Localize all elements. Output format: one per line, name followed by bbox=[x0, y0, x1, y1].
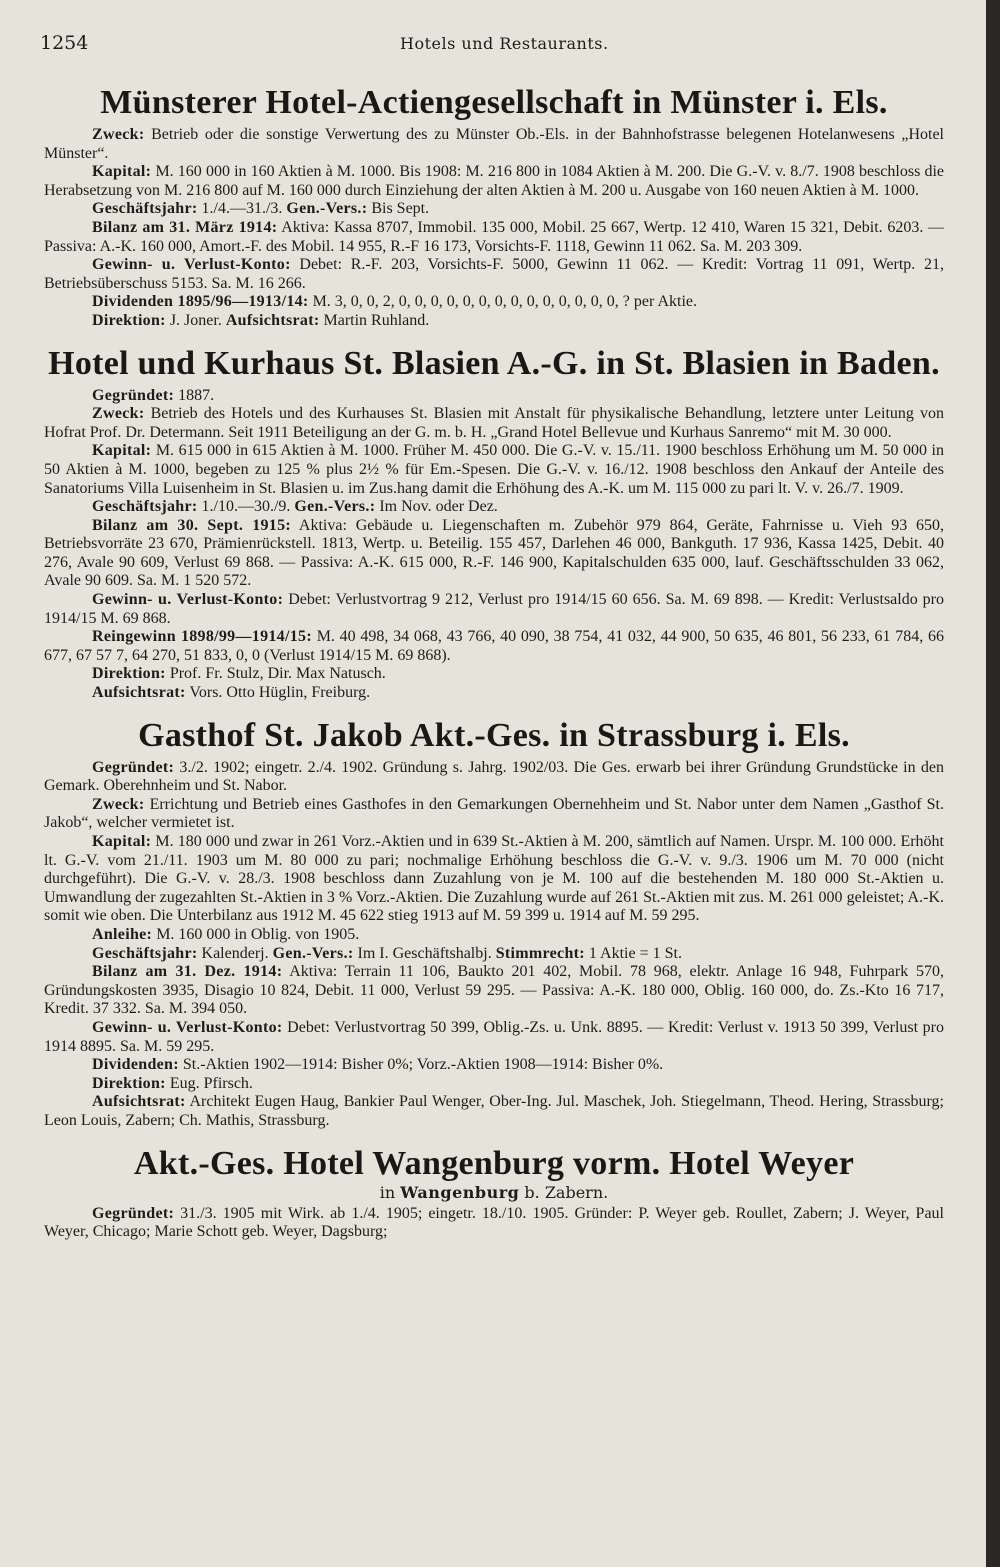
company-entry-wangenburg bbox=[44, 1141, 944, 1242]
entry-gegruendet bbox=[44, 759, 944, 796]
entry-anleihe bbox=[44, 926, 944, 945]
field-label: Direktion: bbox=[92, 665, 166, 683]
company-entry-st-blasien bbox=[44, 341, 944, 703]
field-label: Geschäftsjahr: bbox=[92, 498, 198, 516]
field-text: Eug. Pfirsch. bbox=[165, 1074, 253, 1092]
field-text: Kalenderj. bbox=[197, 944, 273, 962]
subtitle-place: Wangenburg bbox=[400, 1182, 520, 1202]
field-label: Kapital: bbox=[92, 833, 152, 850]
field-text: 31./3. 1905 mit Wirk. ab 1./4. 1905; eingetr. 18./10. 1905. Gründer: P. Weyer geb. Roullet, Zabern; J. Weyer, Paul Weyer, Chicago; Marie Schott geb. Weyer, Dagsburg; bbox=[44, 1204, 944, 1241]
field-label: Zweck: bbox=[92, 126, 145, 143]
entry-kapital bbox=[44, 163, 944, 200]
field-label: Bilanz am 31. März 1914: bbox=[92, 218, 278, 236]
field-text: Im Nov. oder Dez. bbox=[375, 498, 498, 516]
field-text: St.-Aktien 1902—1914: Bisher 0%; Vorz.-Aktien 1908—1914: Bisher 0%. bbox=[178, 1056, 664, 1074]
field-text: Debet: Verlustvortrag 50 399, Oblig.-Zs. u. Unk. 8895. — Kredit: Verlust v. 1913 50 399, Verlust pro 1914 8895. Sa. M. 59 295. bbox=[44, 1018, 945, 1055]
field-label: Anleihe: bbox=[92, 925, 153, 943]
subtitle-prefix: in bbox=[379, 1182, 401, 1202]
field-text: 3./2. 1902; eingetr. 2./4. 1902. Gründung s. Jahrg. 1902/03. Die Ges. erwarb bei ihrer Gründung Grundstücke in den Gemark. Oberehnheim und St. Nabor. bbox=[44, 758, 944, 795]
field-text: M. 40 498, 34 068, 43 766, 40 090, 38 754, 41 032, 44 900, 50 635, 46 801, 56 233, 61 784, 66 677, 67 57 7, 64 270, 51 833, 0, 0 (Verlust 1914/15 M. 69 868). bbox=[44, 628, 945, 664]
field-label: Bilanz am 31. Dez. 1914: bbox=[92, 963, 283, 981]
field-label: Gen.-Vers.: bbox=[294, 498, 376, 516]
field-label: Direktion: bbox=[92, 1074, 166, 1092]
field-label: Gegründet: bbox=[92, 1204, 175, 1222]
entry-zweck bbox=[44, 405, 944, 442]
field-text: M. 160 000 in Oblig. von 1905. bbox=[152, 925, 360, 943]
field-label: Geschäftsjahr: bbox=[92, 944, 198, 962]
entry-gewinn-verlust bbox=[44, 256, 944, 293]
company-entry-muenster bbox=[44, 80, 944, 331]
field-label: Gen.-Vers.: bbox=[286, 200, 368, 218]
field-text: Betrieb oder die sonstige Verwertung des zu Münster Ob.-Els. in der Bahnhofstrasse belegenen Hotelanwesens „Hotel Münster“. bbox=[44, 126, 944, 162]
field-label: Direktion: bbox=[92, 311, 166, 329]
field-text: Aktiva: Terrain 11 106, Baukto 201 402, Mobil. 78 968, elektr. Anlage 16 948, Fuhrpark 570, Gründungskosten 3935, Disagio 10 824, Debit. 11 000, Verlust 59 295. — Passiva: A.-K. 180 000, Oblig. 160 000, do. Zs.-Kto 16 717, Kredit. 37 332. Sa. M. 394 050. bbox=[44, 963, 944, 1018]
field-text: Martin Ruhland. bbox=[319, 311, 430, 329]
entry-zweck bbox=[44, 126, 944, 163]
entry-reingewinn bbox=[44, 628, 944, 665]
field-label: Aufsichtsrat: bbox=[92, 684, 186, 702]
entry-aufsichtsrat bbox=[44, 684, 944, 703]
field-label: Kapital: bbox=[92, 163, 152, 181]
entry-gegruendet bbox=[44, 387, 944, 406]
field-text: 1887. bbox=[174, 386, 215, 404]
field-label: Aufsichtsrat: bbox=[92, 1093, 186, 1111]
entry-dividenden bbox=[44, 293, 944, 312]
field-text: Debet: R.-F. 203, Vorsichts-F. 5000, Gewinn 11 062. — Kredit: Vortrag 11 091, Wertp. 21, Betriebsüberschuss 5153. Sa. M. 16 266. bbox=[44, 256, 944, 292]
field-text: Aktiva: Kassa 8707, Immobil. 135 000, Mobil. 25 667, Wertp. 12 410, Waren 15 321, Debit. 6203. — Passiva: A.-K. 160 000, Amort.-F. des Mobil. 14 955, R.-F 16 173, Vorsichts-F. 1118, Gewinn 11 062. Sa. M. 203 309. bbox=[44, 218, 944, 255]
field-label: Zweck: bbox=[92, 405, 145, 423]
field-text: Vors. Otto Hüglin, Freiburg. bbox=[185, 684, 371, 702]
field-text: M. 3, 0, 0, 2, 0, 0, 0, 0, 0, 0, 0, 0, 0, 0, 0, 0, 0, 0, ? per Aktie. bbox=[308, 293, 697, 311]
entry-zweck bbox=[44, 796, 944, 833]
field-text: Bis Sept. bbox=[367, 200, 430, 218]
subtitle-suffix: b. Zabern. bbox=[519, 1182, 609, 1202]
page-number: 1254 bbox=[40, 32, 89, 54]
field-text: M. 615 000 in 615 Aktien à M. 1000. Früher M. 450 000. Die G.-V. v. 15./11. 1900 beschloss Erhöhung um M. 50 000 in 50 Aktien à M. 1000, begeben zu 125 % plus 2½ % für Em.-Spesen. Die G.-V. v. 16./12. 1908 beschloss den Ankauf der Anteile des Sanatoriums Villa Luisenheim in St. Blasien u. im Zus.hang damit die Erhöhung des A.-K. um M. 115 000 zu pari lt. V. v. 26./7. 1909. bbox=[44, 442, 944, 497]
field-text: Betrieb des Hotels und des Kurhauses St. Blasien mit Anstalt für physikalische Behandlung, letztere unter Leitung von Hofrat Prof. Dr. Determann. Seit 1911 Beteiligung an der G. m. b. H. „Grand Hotel Bellevue und Kurhaus Sanremo“ mit M. 30 000. bbox=[44, 405, 944, 441]
entry-bilanz bbox=[44, 963, 944, 1019]
field-label: Gewinn- u. Verlust-Konto: bbox=[92, 591, 284, 609]
entry-geschaeftsjahr bbox=[44, 498, 944, 517]
field-text: Architekt Eugen Haug, Bankier Paul Wenger, Ober-Ing. Jul. Maschek, Joh. Stiegelmann, Theod. Hering, Strassburg; Leon Louis, Zabern; Ch. Mathis, Strassburg. bbox=[44, 1093, 944, 1129]
entry-kapital bbox=[44, 833, 944, 926]
company-title: Akt.-Ges. Hotel Wangenburg vorm. Hotel Weyer bbox=[133, 1144, 855, 1182]
field-label: Zweck: bbox=[92, 795, 145, 813]
field-label: Gegründet: bbox=[92, 386, 175, 404]
field-text: Im I. Geschäftshalbj. bbox=[353, 944, 496, 962]
field-text: 1./4.—31./3. bbox=[197, 200, 287, 218]
field-text: 1 Aktie = 1 St. bbox=[584, 944, 682, 962]
field-text: Prof. Fr. Stulz, Dir. Max Natusch. bbox=[165, 665, 386, 683]
field-label: Geschäftsjahr: bbox=[92, 200, 198, 218]
entry-dividenden bbox=[44, 1056, 944, 1075]
company-title: Gasthof St. Jakob Akt.-Ges. in Strassburg i. Els. bbox=[138, 716, 850, 754]
field-label: Bilanz am 30. Sept. 1915: bbox=[92, 516, 292, 534]
field-text: Errichtung und Betrieb eines Gasthofes in den Gemarkungen Obernehheim und St. Nabor unter dem Namen „Gasthof St. Jakob“, welcher vermietet ist. bbox=[44, 795, 944, 832]
entry-direktion bbox=[44, 665, 944, 684]
entry-bilanz bbox=[44, 517, 944, 591]
page-content bbox=[44, 80, 944, 1242]
entry-geschaeftsjahr bbox=[44, 945, 944, 964]
field-text: 1./10.—30./9. bbox=[197, 498, 295, 516]
running-title: Hotels und Restaurants. bbox=[400, 34, 609, 53]
field-label: Gegründet: bbox=[92, 758, 175, 776]
field-label: Gen.-Vers.: bbox=[272, 944, 354, 962]
entry-direktion bbox=[44, 1075, 944, 1094]
entry-gewinn-verlust bbox=[44, 591, 944, 628]
entry-kapital bbox=[44, 442, 944, 498]
entry-direktion bbox=[44, 312, 944, 331]
field-text: J. Joner. bbox=[165, 311, 226, 329]
entry-aufsichtsrat bbox=[44, 1093, 944, 1130]
field-text: M. 180 000 und zwar in 261 Vorz.-Aktien und in 639 St.-Aktien à M. 200, sämtlich auf Namen. Urspr. M. 100 000. Erhöht lt. G.-V. vom 21./11. 1903 um M. 80 000 zu pari; nochmalige Erhöhung beschloss die G.-V. v. 9./3. 1906 um M. 70 000 (nicht durchgeführt). Die G.-V. v. 28./3. 1908 beschloss dann Zuzahlung von je M. 100 auf die bestehenden M. 180 000 St.-Aktien u. Umwandlung der zugezahlten St.-Aktien in 3 % Vorz.-Aktien. Die Zuzahlung wurde auf 261 St.-Aktien mit zus. M. 261 000 geleistet; A.-K. somit wie oben. Die Unterbilanz aus 1912 M. 45 622 stieg 1913 auf M. 59 399 u. 1914 auf M. 59 295. bbox=[44, 833, 944, 925]
scan-page-edge bbox=[986, 0, 1000, 1567]
field-text: Aktiva: Gebäude u. Liegenschaften m. Zubehör 979 864, Geräte, Fahrnisse u. Vieh 93 650, Betriebsvorräte 23 670, Prämienrückstell. 1813, Wertp. u. Beteilig. 155 457, Darlehen 46 000, Bankguth. 17 936, Kassa 1425, Debit. 40 276, Avale 90 609, Verlust 69 868. — Passiva: A.-K. 615 000, R.-F. 146 900, Kapitalschulden 635 000, lauf. Geschäftsschulden 33 062, Avale 90 609. Sa. M. 1 520 572. bbox=[44, 516, 945, 590]
page-header bbox=[32, 32, 962, 62]
field-label: Dividenden 1895/96—1913/14: bbox=[92, 293, 309, 311]
field-label: Dividenden: bbox=[92, 1056, 179, 1074]
field-label: Aufsichtsrat: bbox=[225, 311, 320, 329]
field-text: Debet: Verlustvortrag 9 212, Verlust pro 1914/15 60 656. Sa. M. 69 898. — Kredit: Verlustsaldo pro 1914/15 M. 69 868. bbox=[44, 591, 945, 627]
entry-gewinn-verlust bbox=[44, 1019, 944, 1056]
field-label: Stimmrecht: bbox=[495, 944, 585, 962]
entry-geschaeftsjahr bbox=[44, 200, 944, 219]
company-entry-st-jakob bbox=[44, 713, 944, 1131]
field-label: Gewinn- u. Verlust-Konto: bbox=[92, 256, 291, 274]
entry-gegruendet bbox=[44, 1205, 944, 1242]
field-text: M. 160 000 in 160 Aktien à M. 1000. Bis 1908: M. 216 800 in 1084 Aktien à M. 200. Die G.-V. v. 8./7. 1908 beschloss die Herabsetzung von M. 216 800 auf M. 160 000 durch Einziehung der alten Aktien à M. 200 u. Ausgabe von 160 neuen Aktien à M. 1000. bbox=[44, 163, 944, 199]
entry-bilanz bbox=[44, 219, 944, 256]
field-label: Gewinn- u. Verlust-Konto: bbox=[92, 1018, 283, 1036]
company-title: Hotel und Kurhaus St. Blasien A.-G. in St. Blasien in Baden. bbox=[48, 344, 940, 382]
field-label: Kapital: bbox=[92, 442, 152, 460]
field-label: Reingewinn 1898/99—1914/15: bbox=[92, 628, 312, 646]
company-title: Münsterer Hotel-Actiengesellschaft in Münster i. Els. bbox=[100, 84, 888, 121]
